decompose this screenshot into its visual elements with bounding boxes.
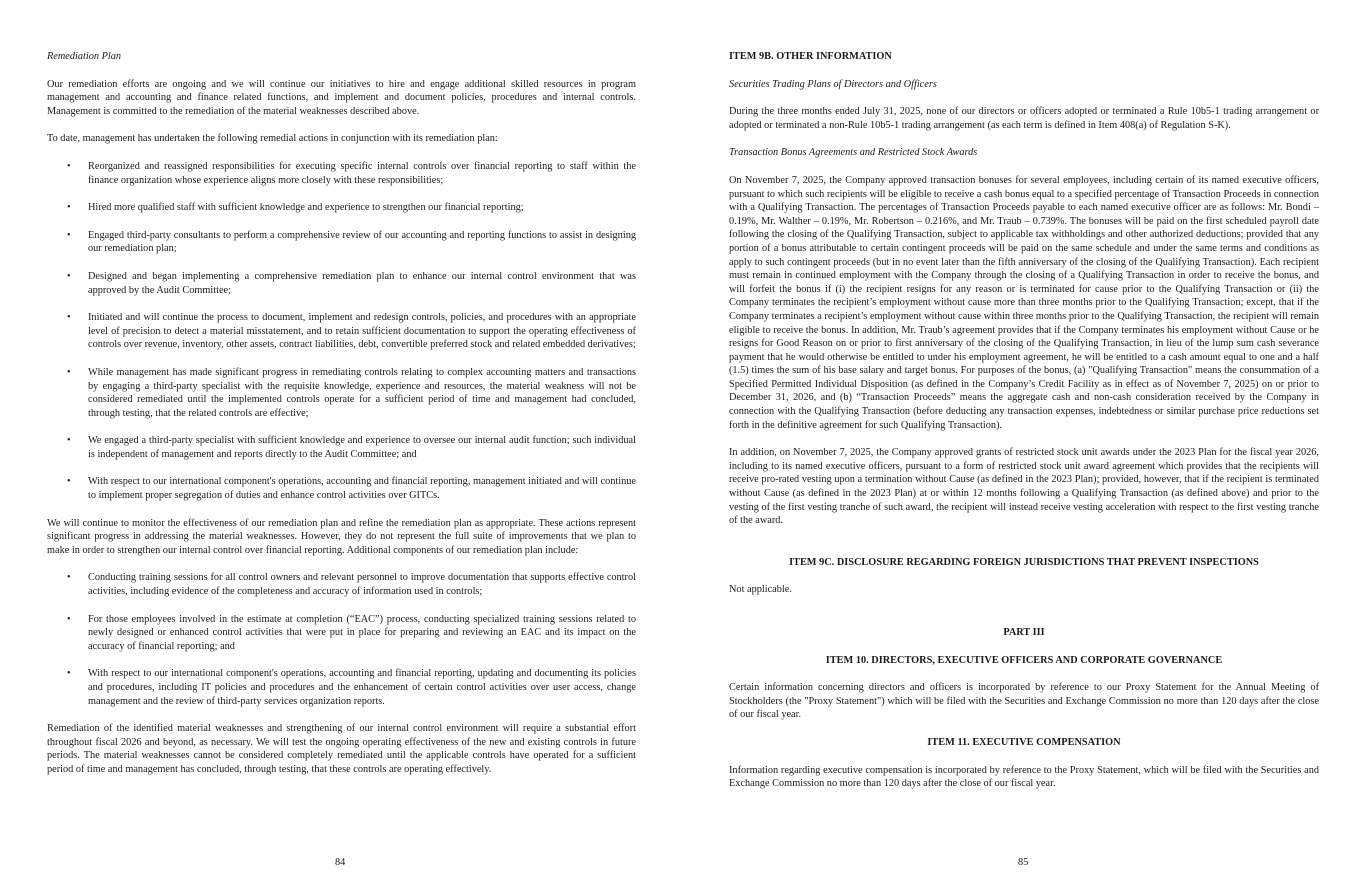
item-9b-heading: ITEM 9B. OTHER INFORMATION — [729, 51, 892, 62]
left-page — [0, 0, 682, 889]
bonus-agreements-paragraph: On November 7, 2025, the Company approved transaction bonuses for several employees, including certain of its named executive officers, pursuant to which such recipients will be eligible to receive a cash bonus equal to a specified percentage of Transaction Proceeds in connection with a Qualifying Transaction. The percentages of Transaction Proceeds payable to each named executive officer are as follows: Mr. Bondi – 0.19%, Mr. Walther – 0.19%, Mr. Robertson – 0.216%, and Mr. Traub – 0.739%. The bonuses will be paid on the first scheduled payroll date following the closing of the Qualifying Transaction, subject to applicable tax withholdings and other authorized deductions; provided that any portion of a bonus attributable to certain contingent proceeds will be paid on the same schedule and under the same terms and conditions as apply to such contingent proceeds (but in no event later than the fifth anniversary of the closing of the Qualifying Transaction). Each recipient must remain in continued employment with the Company through the closing of a Qualifying Transaction in order to receive the bonus, and will forfeit the bonus if (i) the recipient resigns for any reason or is terminated for cause prior to the Qualifying Transaction or (ii) the Company terminates the recipient’s employment without cause more than three months prior to the Qualifying Transaction; except, that if the Company terminates a recipient’s employment without cause within three months prior to the Qualifying Transaction, the recipient will remain eligible to receive the bonus. In addition, Mr. Traub’s agreement provides that if the Company terminates his employment without Cause or he resigns for Good Reason on or prior to first anniversary of the closing of the Qualifying Transaction, in lieu of the lump sum cash severance payment that he would otherwise be entitled to under his employment agreement, he will be entitled to a cash amount equal to one and a half (1.5) times the sum of his base salary and target bonus. For purposes of the bonus, (a) "Qualifying Transaction" means the consummation of a Specified Permitted Individual Disposition (as defined in the Company’s Credit Facility as in effect as of November 7, 2025) on or prior to December 31, 2026, and (b) “Transaction Proceeds” means the aggregate cash and non-cash consideration received by the Company in connection with the Qualifying Transaction (before deducting any transaction expenses, indebtedness or similar purchase price reductions set forth in the definitive agreement for such Qualifying Transaction). — [729, 174, 1319, 431]
remediation-plan-heading: Remediation Plan — [47, 51, 122, 62]
remedial-actions-lead: To date, management has undertaken the following remedial actions in conjunction with its remediation plan: — [47, 133, 498, 145]
monitoring-paragraph: We will continue to monitor the effectiveness of our remediation plan and refine the remediation plan as appropriate. These actions represent significant progress in addressing the material weaknesses. However, they do not represent the full suite of improvements that we plan to make in order to strengthen our internal control over financial reporting. Additional components of our remediation plan include: — [47, 517, 636, 556]
list-item: • Engaged third-party consultants to perform a comprehensive review of our accounting and reporting functions to assist in designing our remediation plan; — [47, 229, 636, 256]
trading-plans-paragraph: During the three months ended July 31, 2025, none of our directors or officers adopted or terminated a Rule 10b5-1 trading arrangement or adopted or terminated a non-Rule 10b5-1 trading arrangement (as each term is defined in Item 408(a) of Regulation S-K). — [729, 106, 1319, 131]
list-item: • With respect to our international component's operations, accounting and financial reporting, updating and documenting its policies and procedures, including IT policies and procedures and the enhancement of certain control activities over user access, change management and the review of third-party services organization reports. — [47, 667, 636, 708]
item-10-text: Certain information concerning directors and officers is incorporated by reference to our Proxy Statement for the Annual Meeting of Stockholders (the "Proxy Statement") which will be filed with the Securities and Exchange Commission no more than 120 days after the close of our fiscal year. — [729, 682, 1319, 721]
item-10-heading: ITEM 10. DIRECTORS, EXECUTIVE OFFICERS AND CORPORATE GOVERNANCE — [825, 654, 1223, 666]
item-11-heading: ITEM 11. EXECUTIVE COMPENSATION — [927, 736, 1121, 748]
part-iii-heading: PART III — [1003, 627, 1045, 638]
page-number: 84 — [335, 857, 346, 868]
list-item: • We engaged a third-party specialist with sufficient knowledge and experience to oversee our internal audit function; such individual is independent of management and reports directly to the Audit Committee; and — [47, 434, 636, 461]
right-page — [682, 0, 1365, 889]
additional-components-list — [47, 571, 636, 708]
item-9c-heading: ITEM 9C. DISCLOSURE REGARDING FOREIGN JURISDICTIONS THAT PREVENT INSPECTIONS — [789, 556, 1259, 568]
item-9c-text: Not applicable. — [729, 584, 792, 596]
remedial-actions-list — [47, 160, 636, 503]
rsu-awards-paragraph: In addition, on November 7, 2025, the Company approved grants of restricted stock unit awards under the 2023 Plan for the fiscal year 2026, including to its named executive officers, pursuant to a form of restricted stock unit award agreement which provides that the recipients will receive pro-rated vesting upon a termination without Cause (as defined in the 2023 Plan); provided, however, that if the recipient is terminated without Cause (as defined in the 2023 Plan) at or within 12 months following a Qualifying Transaction (as defined above) and prior to the vesting of the first vesting tranche of such award, the recipient will instead receive vesting acceleration with respect to the first vesting tranche of the award. — [729, 447, 1319, 527]
trading-plans-subheading: Securities Trading Plans of Directors and Officers — [729, 78, 937, 90]
remediation-intro-paragraph: Our remediation efforts are ongoing and we will continue our initiatives to hire and engage additional skilled resources in program management and accounting and finance related functions, and implement and document policies, procedures and internal controls. Management is committed to the remediation of the material weaknesses described above. — [47, 78, 636, 117]
list-item: • Hired more qualified staff with sufficient knowledge and experience to strengthen our financial reporting; — [47, 201, 636, 215]
list-item: • While management has made significant progress in remediating controls relating to complex accounting matters and transactions by engaging a third-party specialist with the requisite knowledge, experience and resources, the material weakness will not be considered remediated until the implemented controls operate for a sufficient period of time and management had concluded, through testing, that the related controls are effective; — [47, 366, 636, 420]
bonus-agreements-subheading: Transaction Bonus Agreements and Restricted Stock Awards — [729, 147, 978, 159]
list-item: • Designed and began implementing a comprehensive remediation plan to enhance our internal control environment that was approved by the Audit Committee; — [47, 270, 636, 297]
right-column — [729, 50, 1319, 791]
page-number: 85 — [1018, 857, 1029, 868]
list-item: • Reorganized and reassigned responsibilities for executing specific internal controls over financial reporting to staff within the finance organization whose experience aligns more closely with these responsibilities; — [47, 160, 636, 187]
remediation-conclusion-paragraph: Remediation of the identified material weaknesses and strengthening of our internal control environment will require a substantial effort throughout fiscal 2026 and beyond, as necessary. We will test the ongoing operating effectiveness of the new and existing controls in future periods. The material weaknesses cannot be considered completely remediated until the applicable controls have operated for a sufficient period of time and management has concluded, through testing, that these controls are operating effectively. — [47, 723, 636, 775]
list-item: • For those employees involved in the estimate at completion (“EAC”) process, conducting specialized training sessions related to newly designed or enhanced control activities that were put in place for preparing and reviewing an EAC and its impact on the accuracy of financial reporting; and — [47, 613, 636, 654]
list-item: • Initiated and will continue the process to document, implement and redesign controls, policies, and procedures with an appropriate level of precision to detect a material misstatement, and to retain sufficient documentation to support the operating effectiveness of controls over revenue, inventory, other assets, contract liabilities, debt, convertible preferred stock and related embedded derivatives; — [47, 311, 636, 352]
list-item: • With respect to our international component's operations, accounting and financial reporting, management initiated and will continue to implement proper segregation of duties and enhance control activities over GITCs. — [47, 475, 636, 502]
left-column — [47, 50, 636, 777]
item-11-text: Information regarding executive compensation is incorporated by reference to the Proxy Statement, which will be filed with the Securities and Exchange Commission no more than 120 days after the close of our fiscal year. — [729, 764, 1319, 790]
list-item: • Conducting training sessions for all control owners and relevant personnel to improve documentation that supports effective control activities, including evidence of the completeness and accuracy of information used in controls; — [47, 571, 636, 598]
